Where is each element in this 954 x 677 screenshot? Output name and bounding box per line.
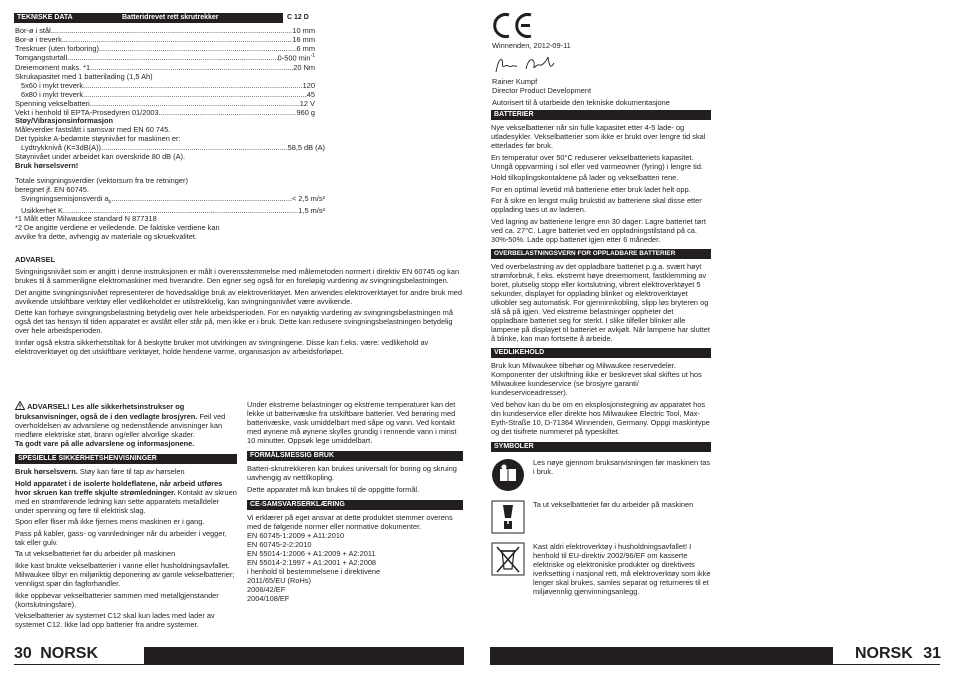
footer-language-left: NORSK [40,645,99,662]
spec-value [300,99,315,108]
spec-row [15,44,315,53]
footer-language-right: NORSK [854,645,913,662]
safety-item-2 [15,479,237,515]
ce-standard-line: EN 60745-1:2009 + A11:2010 [247,530,345,540]
battery-paragraph: En temperatur over 50°C reduserer vekselbatteriets kapasitet. Unngå oppvarming i sol eller ved varmeovner (fyring) i lengre tid. [491,152,703,171]
model-label: C 12 D [287,14,309,21]
safety-item-5: Ta ut vekselbatteriet før du arbeider på maskinen [15,549,176,559]
safety-item-2-bold: Hold apparatet i de isolerte holdeflatene, når arbeid utføres hvor skruen kan treffe skjulte strømledninger. [15,478,223,497]
ce-mark-logo [492,12,534,41]
spec-label: Skrukapasitet med 1 batterilading (1,5 Ah) [15,71,153,81]
spec-value [303,81,315,90]
safety-column [15,401,237,632]
safety-item-1 [15,467,237,476]
noise-line-2: Det typiske A-bedømte støynivået for maskinen er: [15,134,181,144]
spec-value-text: 0-500 min [277,53,311,63]
maintenance-heading: VEDLIKEHOLD [491,348,711,358]
ce-mark-icon [492,12,534,39]
spec-row [15,99,315,108]
tech-data-header [14,13,463,23]
spec-value-text: 12 V [299,98,315,108]
spec-list [15,26,315,117]
maintenance-p1: Bruk kun Milwaukee tilbehør og Milwaukee reservedeler. Komponenter der utskiftning ikke er beskrevet skal skiftes ut hos Milwaukee kundeservice (se brosjyre garanti/ kundeserviceadresser). [491,361,702,398]
warning-text: Feil ved overholdelsen av advarslene og nedenstående anvisninger kan medføre elektriske støt, brann og/eller alvorlige skader. [15,412,226,440]
spec-label: Dreiemoment maks. *1 [15,62,91,72]
spec-row [15,90,315,99]
footnotes [15,214,240,241]
batteries-heading: BATTERIER [491,110,711,120]
symbol-row [491,542,711,596]
vibration-line-1: Totale svingningsverdier (vektorsum fra tre retninger) [15,176,188,185]
battery-paragraph: Nye vekselbatterier når sin fulle kapasitet etter 4-5 lade- og utladesykler. Vekselbatterier som ikke er brukt over lengre tid skal etterlades før bruk. [491,123,706,151]
warning-keep: Ta godt vare på alle advarslene og informasjonene. [15,439,195,449]
spec-value-text: 20 Nm [293,62,315,72]
noise-line-1: Måleverdier fastslått i samsvar med EN 60 745. [15,125,171,135]
spec-row [15,72,315,81]
overload-heading: OVERBELASTNINGSVERN FOR OPPLADBARE BATTERIER [491,249,711,259]
spec-label: Bor-ø i stål [15,26,51,35]
vibration-emission-row [15,194,325,206]
spec-value-text: 45 [306,89,315,99]
battery-paragraph: For å sikre en lengst mulig brukstid av batteriene skal disse etter opplading taes ut av laderen. [491,196,702,215]
spec-label: Bor-ø i treverk [15,35,62,45]
symbol-text-disposal: Kast aldri elektroverktøy i husholdningsavfallet! I henhold til EU-direktiv 2002/96/EF om kasserte elektriske og elektroniske produkter og direktivets iverksetting i nasjonal rett, må elektroverktøy som ikke lenger skal brukes, samles separat og returneres til et miljøvennlig gjenvinningsanlegg. [533,541,711,597]
symbol-text-battery: Ta ut vekselbatteriet før du arbeider på maskinen [533,499,694,509]
tech-data-product: Batteridrevet rett skrutrekker [122,14,219,21]
symbols-list [491,458,711,596]
declaration-block [492,41,712,107]
footnote-2: *2 De angitte verdiene er veiledende. De faktiske verdiene kan avvike fra dette, avhengig av materiale og skruekvalitet. [15,223,220,242]
safety-item-1-text: Støy kan føre til tap av hørselen [77,467,185,477]
noise-pressure-row [15,143,325,152]
ce-standard-line: 2006/42/EF [247,585,286,594]
safety-item-8: Vekselbatterier av systemet C12 skal kun lades med lader av systemet C12. Ikke lad opp batterier fra andre systemer. [15,611,215,630]
batteries-text [491,123,711,244]
ce-standards-list [247,531,463,603]
safety-item-3: Spon eller fliser må ikke fjernes mens maskinen er i gang. [15,517,205,527]
spec-value-text: 120 [302,80,315,90]
symbol-row [491,458,711,492]
ce-conformity-heading: CE-SAMSVARSERKLÆRING [247,500,463,510]
noise-line-5: Bruk hørselsvern! [15,161,79,171]
symbol-row [491,500,711,534]
spec-value-text: 10 mm [292,26,315,35]
battery-paragraph: Ved lagring av batteriene lengre enn 30 dager: Lagre batteriet tørt ved ca. 27°C. Lagre batteriet ved en oppladningstilstand på ca. 30%-50%. Lade opp batteriet igjen etter 6 måneder. [491,216,706,244]
vibration-uncertainty-label: Usikkerhet K [21,205,63,215]
spec-value [307,90,315,99]
spec-row [15,63,315,72]
signature [492,54,712,77]
footer-right [833,644,941,664]
read-manual-icon [491,458,525,492]
overload-text: Ved overbelastning av det oppladbare batteriet p.g.a. svært høyt strømforbruk, f.eks. ekstremt høye dreiemoment, fastklemming av boret, plutselig stopp eller kortslutning, vibrert elektroverktøyet 5 sekunder, displayet for opplading blinker og elektroverktøyet utkobler seg automatisk. For gjenninnkobling, slipp løs bryteren og slå så på igjen. Ved ekstreme belastninger oppheter det oppladbare batteriet seg for sterkt. I slike tilfeller blinker alle lampene på displayet til batteriet er avkjølt. Når lampene har sluttet å blinke, kan man fortsette å arbeide. [491,261,710,344]
advarsel-section [15,255,463,358]
safety-item-1-bold: Bruk hørselsvern. [15,467,78,477]
noise-pressure-label: Lydtrykknivå (K=3dB(A)) [21,143,102,153]
ce-standard-line: EN 60745-2-2:2010 [247,539,312,549]
spec-row [15,26,315,35]
maintenance-p2: Ved behov kan du be om en eksplosjonstegning av apparatet hos din kundeservice eller direkte hos Milwaukee Electric Tool, Max-Eyth-Straße 10, D-71364 Winnenden, Germany. Oppgi maskintype og det tisifrete nummeret på typeskiltet. [491,399,710,436]
advarsel-p1: Svingningsnivået som er angitt i denne instruksjonen er målt i overensstemmelse med målemetoden normert i direktiv EN 60745 og kan brukes til å sammenligne elektromaskiner med hverandre. Den egner seg også for en foreløpig vurdering av svingningsbelastningen. [15,267,460,286]
right-column [491,110,711,604]
vibration-line-2: beregnet jf. EN 60745. [15,185,89,195]
spec-value [278,53,315,63]
ce-standard-line: i henhold til bestemmelsene i direktivene [247,566,381,576]
spec-row [15,35,315,44]
battery-paragraph: For en optimal levetid må batteriene etter bruk ladet helt opp. [491,184,691,194]
noise-heading: Støy/Vibrasjonsinformasjon [15,116,114,125]
warning-bold: ADVARSEL! Les alle sikkerhetsinstrukser og bruksanvisninger, også de i den vedlagte brosjyren. [15,402,198,422]
spec-label: Treskruer (uten forboring) [15,44,99,54]
ce-standard-line: 2004/108/EF [247,594,290,604]
advarsel-p3: Dette kan forhøye svingningsbelastning betydelig over hele arbeidsperioden. For en nøyaktig vurdering av svingningsbelastningen må også det tas hensyn til tiden apparatet er avslått eller står på, men ikke er i bruk. Dette kan redusere svingningsbelastningen betydelig over hele arbeidsperioden. [15,308,453,336]
intended-use-heading: FORMÅLSMESSIG BRUK [247,451,463,461]
intended-use-p1: Batteri-skrutrekkeren kan brukes universalt for boring og skruing uavhengig av nettilkopling. [247,464,457,483]
signer-name: Rainer Kumpf [492,77,538,87]
vibration-emission-sub: h [108,199,112,206]
battery-leak-text: Under ekstreme belastninger og ekstreme temperaturer kan det lekke ut batterivæske fra utskiftbare batterier. Ved berøring med batterivæske, vask umiddelbart med såpe og vann. Ved kontakt med øynene må øynene skylles grundig i rennende vann i minst 10 minutter. Oppsøk lege umiddelbart. [247,400,457,446]
spec-row [15,81,315,90]
warning-triangle-icon [15,401,25,412]
vibration-emission-label: Svingningsemisjonsverdi a [21,194,109,204]
spec-label: 5x60 i mykt treverk [21,80,84,90]
page-number-right: 31 [923,645,941,662]
advarsel-p4: Innfør også ekstra sikkerhetstiltak for å beskytte bruker mot utvirkingen av svingningene. Disse kan f.eks. være: vedlikehold av elektroverktøyet og det utskiftbare verktøyet, holde hendene varme, organisasjon av arbeidsforløpet. [15,337,429,356]
advarsel-heading: ADVARSEL [15,255,56,264]
signer-title: Director Product Development [492,86,591,96]
spec-label: Vekt i henhold til EPTA-Prosedyren 01/2003 [15,107,159,117]
special-safety-heading: SPESIELLE SIKKERHETSHENVISNINGER [15,454,237,464]
footer-left [14,644,144,664]
ce-standard-line: 2011/65/EU (RoHs) [247,575,311,585]
spec-label: Spenning vekselbatteri [15,98,90,108]
spec-label: 6x80 i mykt treverk [21,89,84,99]
spec-value-sup: -1 [310,53,315,60]
spec-label: Tomgangsturtall [15,53,68,63]
footnote-1: *1 Målt etter Milwaukee standard N 877318 [15,214,157,223]
spec-value [292,35,315,44]
safety-item-6: Ikke kast brukte vekselbatterier i vanne eller husholdningsavfallet. Milwaukee tilbyr en miljøriktig deponering av gamle vekselbatterier; vennligst spør din fagforhandler. [15,560,235,588]
right-page [477,0,954,677]
intended-use-p2: Dette apparatet må kun brukes til de oppgitte formål. [247,484,420,494]
ce-standard-line: EN 55014-1:2006 + A1:2009 + A2:2011 [247,548,376,558]
remove-battery-icon [491,500,525,534]
spec-value-text: 6 mm [296,44,315,54]
usage-column [247,400,463,603]
spec-value [297,44,315,53]
symbols-heading: SYMBOLER [491,442,711,452]
noise-pressure-value: 58,5 dB (A) [287,143,325,153]
spec-value-text: 960 g [296,107,315,117]
noise-section [15,116,325,170]
symbol-text-manual: Les nøye gjennom bruksanvisningen før maskinen tas i bruk. [533,457,711,476]
ce-standard-line: EN 55014-2:1997 + A1:2001 + A2:2008 [247,557,377,567]
safety-item-2-text: Kontakt av skruen med en strømførende ledning kan sette apparatets metalldeler under spenning og føre til elektrisk slag. [15,487,237,515]
vibration-emission-value: < 2,5 m/s² [291,194,325,204]
spec-value [293,63,315,72]
advarsel-p2: Det angitte svingningsnivået representerer de hovedsaklige bruk av elektroverktøyet. Men anvendes elektroverktøyet for andre bruk med avvikende utskiftbare verktøy eller vedlikeholdet er utilstrekkelig, kan svingningsnivået være avvikende. [15,287,462,306]
general-warning [15,401,237,448]
battery-paragraph: Hold tilkoplingskontaktene på lader og vekselbatteri rene. [491,173,679,183]
place-date: Winnenden, 2012-09-11 [492,41,571,50]
crossed-bin-icon [491,542,525,576]
vibration-uncertainty-value: 1,5 m/s² [298,205,325,215]
spec-value-text: 16 mm [292,35,315,45]
safety-item-4: Pass på kabler, gass- og vannledninger når du arbeider i vegger, tak eller gulv. [15,528,227,547]
tech-data-model [283,13,463,23]
spec-row [15,53,315,63]
page-number-left: 30 [14,645,32,662]
noise-line-4: Støynivået under arbeidet kan overskride 80 dB (A). [15,152,186,162]
ce-conformity-text: Vi erklærer på eget ansvar at dette produktet stemmer overens med de følgende normer eller normative dokumenter. [247,512,453,531]
vibration-section [15,176,325,215]
safety-item-7: Ikke oppbevar vekselbatterier sammen med metallgjenstander (kortslutningsfare). [15,590,219,609]
tech-data-title: TEKNISKE DATA [17,14,73,21]
authorization-text: Autorisert til å utarbeide den tekniske dokumentasjone [492,98,670,108]
spec-value [292,26,315,35]
